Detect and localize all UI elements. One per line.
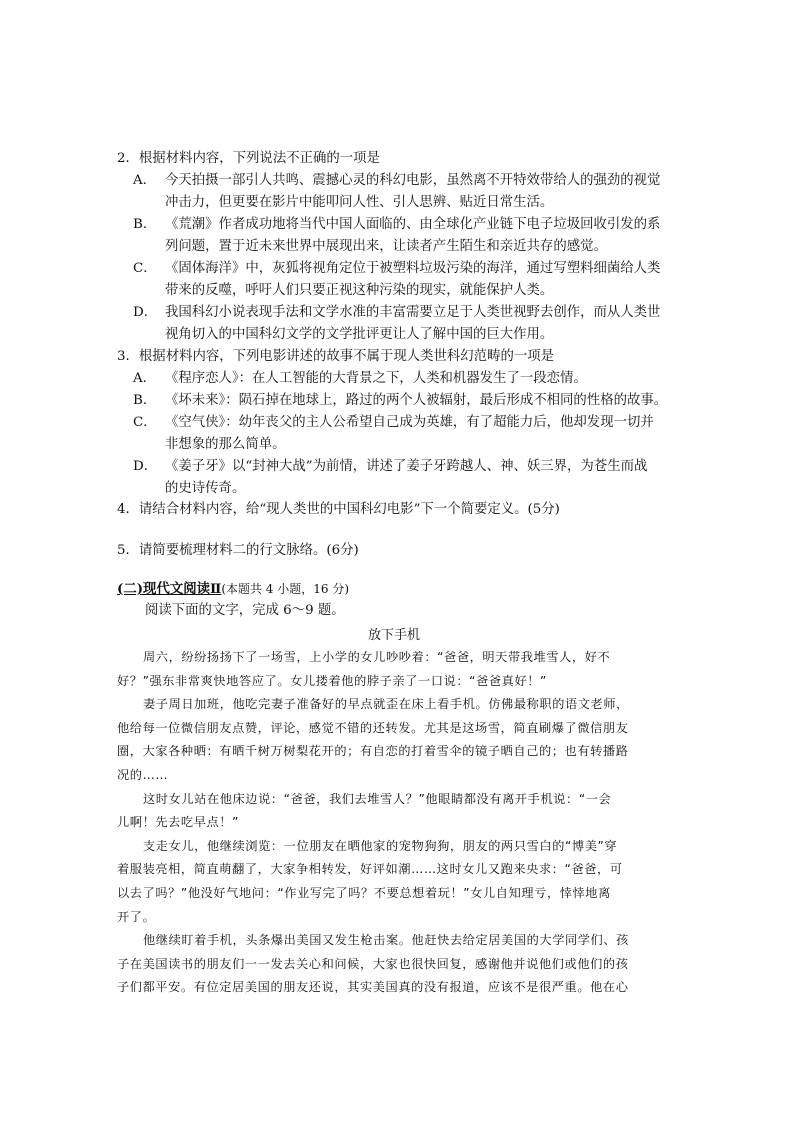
question-5 (117, 540, 687, 562)
story-line: 他继续盯着手机，头条爆出美国又发生枪击案。他赶快去给定居美国的大学同学们、孩 (143, 933, 629, 948)
option-text: 《空气侠》：幼年丧父的主人公希望自己成为英雄，有了超能力后，他却发现一切并 (165, 415, 654, 430)
story-line: 支走女儿，他继续浏览：一位朋友在晒他家的宠物狗狗，朋友的两只雪白的“博美”穿 (143, 838, 618, 853)
section-heading (117, 578, 349, 601)
story-line: 子在美国读书的朋友们一一发去关心和问候，大家也很快回复，感谢他并说他们或他们的孩 (117, 956, 629, 971)
option-a (133, 368, 687, 390)
option-label: D． (133, 305, 158, 320)
story-line: 妻子周日加班，他吃完妻子准备好的早点就歪在床上看手机。仿佛最称职的语文老师， (143, 697, 629, 712)
option-label: C． (133, 415, 157, 430)
story-line: 开了。 (117, 909, 156, 924)
story-line: 以去了吗？”他没好气地问：“作业写完了吗？不要总想着玩！”女儿自知理亏，悻悻地离 (117, 885, 611, 900)
option-text: 冲击力，但更要在影片中能叩问人性、引人思辨、贴近日常生活。 (165, 195, 554, 210)
option-label: A． (133, 371, 157, 386)
option-text: 《固体海洋》中，灰狐将视角定位于被塑料垃圾污染的海洋，通过写塑料细菌给人类 (165, 261, 661, 276)
option-a (133, 170, 687, 214)
question-stem: 5．请简要梳理材料二的行文脉络。(6分) (117, 543, 359, 558)
option-b (133, 390, 687, 412)
option-text: 《程序恋人》：在人工智能的大背景之下，人类和机器发生了一段恋情。 (165, 371, 587, 386)
option-text: 视角切入的中国科幻文学的文学批评更让人了解中国的巨大作用。 (165, 327, 554, 342)
story-line: 况的…… (117, 767, 169, 782)
option-label: B． (133, 393, 157, 408)
option-label: D． (133, 459, 158, 474)
question-stem: 3．根据材料内容，下列电影讲述的故事不属于现人类世科幻范畴的一项是 (117, 349, 555, 364)
option-c (133, 258, 687, 302)
question-stem: 2．根据材料内容，下列说法不正确的一项是 (117, 151, 380, 166)
section-note: (本题共 4 小题，16 分) (221, 582, 350, 596)
option-text: 今天拍摄一部引人共鸣、震撼心灵的科幻电影，虽然离不开特效带给人的强劲的视觉 (165, 173, 661, 188)
option-label: B． (133, 217, 157, 232)
option-text: 《姜子牙》以“封神大战”为前情，讲述了姜子牙跨越人、神、妖三界，为苍生而战 (165, 459, 648, 474)
option-text: 我国科幻小说表现手法和文学水准的丰富需要立足于人类世视野去创作，而从人类世 (165, 305, 661, 320)
question-3 (117, 346, 687, 500)
option-c (133, 412, 687, 456)
question-4 (117, 499, 687, 521)
option-text: 带来的反噬，呼吁人们只要正视这种污染的现实，就能保护人类。 (165, 283, 554, 298)
option-text: 《坏未来》：陨石掉在地球上，路过的两个人被辐射，最后形成不相同的性格的故事。 (165, 393, 668, 408)
option-b (133, 214, 687, 258)
story-line: 他给每一位微信朋友点赞，评论，感觉不错的还转发。尤其是这场雪，简直刷爆了微信朋友 (117, 720, 629, 735)
option-label: C． (133, 261, 157, 276)
story-line: 儿啊！先去吃早点！” (117, 815, 240, 830)
option-text: 非想象的那么简单。 (165, 437, 286, 452)
option-d (133, 456, 687, 500)
section-instruction: 阅读下面的文字，完成 6～9 题。 (145, 603, 345, 618)
story-line: 圈，大家各种晒：有晒千树万树梨花开的；有自恋的打着雪伞的镜子晒自己的；也有转播路 (117, 744, 629, 759)
option-d (133, 302, 687, 346)
section-title: (二)现代文阅读Ⅱ (117, 581, 222, 597)
story-body (117, 646, 681, 1000)
option-text: 的史诗传奇。 (165, 481, 246, 496)
story-line: 子们都平安。有位定居美国的朋友还说，其实美国真的没有报道，应该不是很严重。他在心 (117, 980, 629, 995)
story-line: 这时女儿站在他床边说：“爸爸，我们去堆雪人？”他眼睛都没有离开手机说：“一会 (143, 791, 612, 806)
option-label: A． (133, 173, 157, 188)
option-text: 《荒潮》作者成功地将当代中国人面临的、由全球化产业链下电子垃圾回收引发的系 (165, 217, 661, 232)
story-line: 好？”强东非常爽快地答应了。女儿搂着他的脖子亲了一口说：“爸爸真好！” (117, 673, 547, 688)
story-line: 着服装亮相，简直萌翻了，大家争相转发，好评如潮……这时女儿又跑来央求：“爸爸，可 (117, 862, 623, 877)
story-line: 周六，纷纷扬扬下了一场雪，上小学的女儿吵吵着：“爸爸，明天带我堆雪人，好不 (143, 650, 611, 664)
story-title: 放下手机 (368, 628, 421, 643)
option-text: 列问题，置于近未来世界中展现出来，让读者产生陌生和亲近共存的感觉。 (165, 239, 607, 254)
question-stem: 4．请结合材料内容，给“现人类世的中国科幻电影”下一个简要定义。(5分) (117, 502, 560, 517)
question-2 (117, 148, 687, 346)
